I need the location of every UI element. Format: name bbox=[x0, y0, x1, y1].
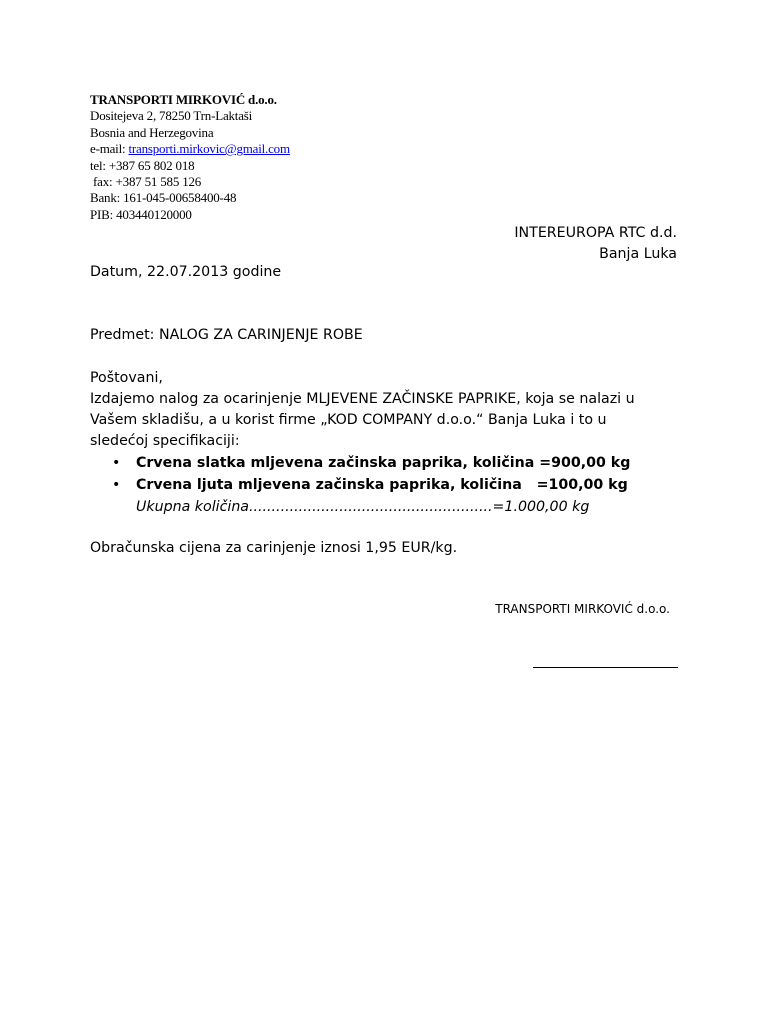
subject-title: NALOG ZA CARINJENJE ROBE bbox=[158, 327, 363, 343]
letterhead-fax: fax: +387 51 585 126 bbox=[90, 174, 202, 190]
specification-list bbox=[90, 452, 630, 518]
letterhead-email-row bbox=[90, 141, 290, 157]
letterhead-country: Bosnia and Herzegovina bbox=[90, 124, 214, 140]
bullet-icon: • bbox=[112, 477, 121, 493]
spec-item-text: Crvena slatka mljevena začinska paprika, količina =900,00 kg bbox=[136, 455, 631, 471]
letterhead-company: TRANSPORTI MIRKOVIĆ d.o.o. bbox=[90, 92, 277, 107]
spec-item-text: Crvena ljuta mljevena začinska paprika, količina =100,00 kg bbox=[136, 477, 628, 493]
letterhead-address: Dositejeva 2, 78250 Trn-Laktaši bbox=[90, 108, 253, 124]
email-label: e-mail: bbox=[90, 141, 129, 157]
signature-company: TRANSPORTI MIRKOVIĆ d.o.o. bbox=[495, 602, 670, 616]
recipient-name: INTEREUROPA RTC d.d. bbox=[514, 225, 677, 241]
recipient-city: Banja Luka bbox=[599, 246, 677, 262]
email-link[interactable]: transporti.mirkovic@gmail.com bbox=[128, 141, 290, 157]
letterhead-pib: PIB: 403440120000 bbox=[90, 206, 192, 222]
subject-label: Predmet: bbox=[90, 327, 159, 343]
letterhead bbox=[90, 92, 290, 223]
greeting: Poštovani, bbox=[90, 370, 163, 386]
body-line-1: Izdajemo nalog za ocarinjenje MLJEVENE ZAČINSKE PAPRIKE, koja se nalazi u bbox=[90, 391, 635, 407]
recipient-block bbox=[514, 223, 677, 265]
body-line-3: sledećoj specifikaciji: bbox=[90, 433, 240, 449]
signature-line bbox=[533, 667, 678, 668]
list-item bbox=[90, 452, 630, 474]
spec-total: Ukupna količina......................................................=1.000,00 kg bbox=[136, 499, 590, 515]
letterhead-tel: tel: +387 65 802 018 bbox=[90, 157, 195, 173]
list-item bbox=[90, 474, 630, 496]
letter-body bbox=[90, 368, 635, 452]
bullet-icon: • bbox=[112, 455, 121, 471]
subject-line bbox=[90, 327, 363, 343]
price-note: Obračunska cijena za carinjenje iznosi 1,95 EUR/kg. bbox=[90, 540, 458, 556]
letterhead-bank: Bank: 161-045-00658400-48 bbox=[90, 190, 237, 206]
document-date: Datum, 22.07.2013 godine bbox=[90, 264, 282, 280]
body-line-2: Vašem skladišu, a u korist firme „KOD COMPANY d.o.o.“ Banja Luka i to u bbox=[90, 412, 607, 428]
